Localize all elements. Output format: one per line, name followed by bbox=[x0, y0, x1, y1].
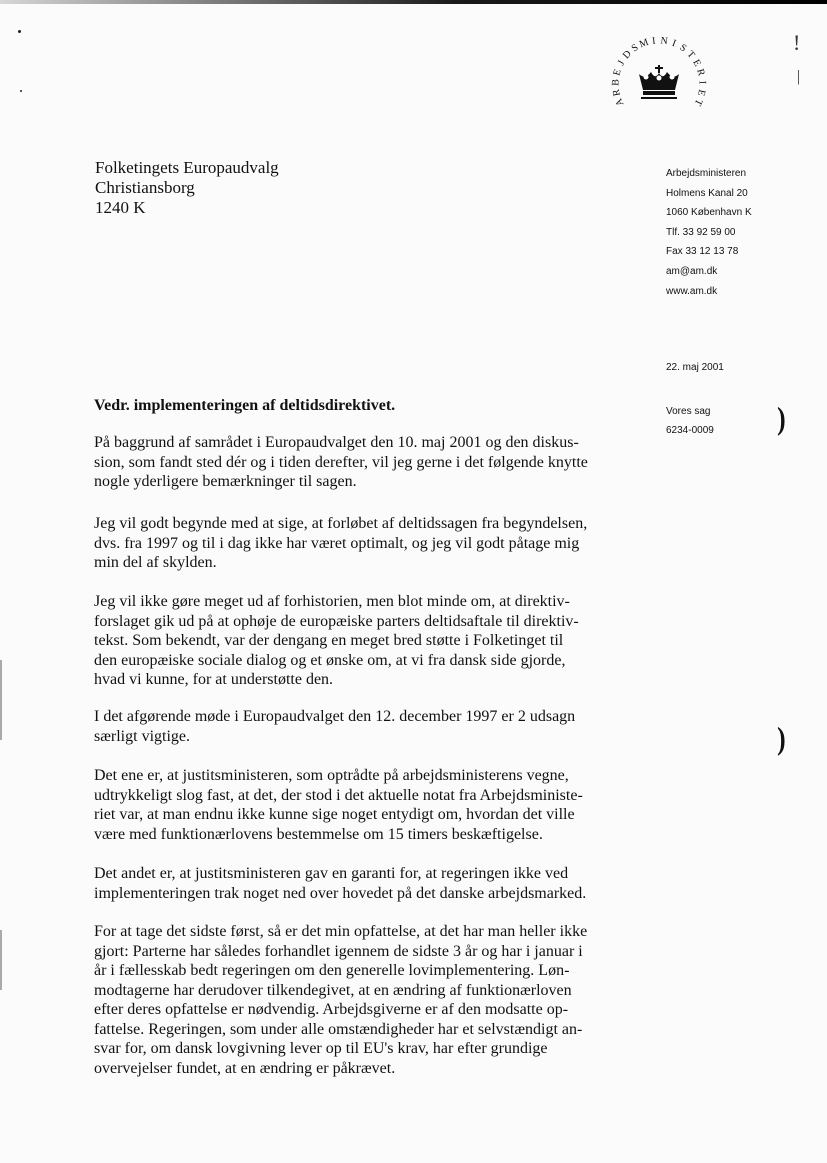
text-line: år i fællesskab bedt regeringen om den generelle lovimplementering. Løn- bbox=[94, 962, 570, 979]
seal-letter: T bbox=[691, 97, 705, 108]
sender-website: www.am.dk bbox=[666, 285, 718, 297]
text-line: svar for, om dansk lovgivning lever op til EU's krav, har efter grundige bbox=[94, 1040, 548, 1057]
text-line: efter deres opfattelse er nødvendig. Arbejdsgiverne er af den modsatte op- bbox=[94, 1001, 569, 1018]
text-line: For at tage det sidste først, så er det min opfattelse, at det har man heller ikke bbox=[94, 923, 588, 940]
seal-letter: E bbox=[690, 57, 703, 69]
text-line: nogle yderligere bemærkninger til sagen. bbox=[94, 473, 357, 490]
seal-letter: I bbox=[696, 80, 708, 85]
recipient-address bbox=[95, 158, 279, 218]
recipient-name: Folketingets Europaudvalg bbox=[95, 158, 279, 177]
scan-edge-line bbox=[0, 660, 2, 740]
text-line: være med funktionærlovens bestemmelse om 15 timers beskæftigelse. bbox=[94, 825, 543, 843]
text-line: Det ene er, at justitsministeren, som optrådte på arbejdsministerens vegne, bbox=[94, 767, 569, 784]
seal-letter: E bbox=[611, 68, 624, 77]
text-line: den europæiske sociale dialog og et ønske om, at vi fra dansk side gjorde, bbox=[94, 651, 566, 669]
case-reference bbox=[666, 402, 714, 440]
text-line: forslaget gik ud på at ophøje de europæiske parters deltidsaftale til direktiv- bbox=[94, 612, 579, 630]
recipient-postcode: 1240 K bbox=[95, 198, 146, 217]
text-line: modtagerne har derudover tilkendegivet, at en ændring af funktionærloven bbox=[94, 981, 572, 999]
body-paragraph bbox=[94, 707, 619, 746]
text-line: fattelse. Regeringen, som under alle omstændigheder har et selvstændigt an- bbox=[94, 1020, 583, 1038]
seal-letter: I bbox=[651, 35, 657, 47]
seal-letter: A bbox=[613, 96, 627, 108]
sender-city: 1060 København K bbox=[666, 207, 752, 219]
seal-letter: B bbox=[610, 78, 622, 86]
scan-speck bbox=[20, 90, 22, 92]
text-line: Jeg vil godt begynde med at sige, at forløbet af deltidssagen fra begyndelsen, bbox=[94, 515, 588, 532]
text-line: riet var, at man endnu ikke kunne sige noget entydigt om, hvordan det ville bbox=[94, 806, 575, 823]
body-paragraph bbox=[94, 766, 619, 844]
seal-letter: R bbox=[694, 67, 707, 78]
seal-letter: T bbox=[684, 48, 697, 61]
seal-letter: I bbox=[670, 37, 678, 50]
sender-street: Holmens Kanal 20 bbox=[666, 187, 748, 199]
text-line: gjort: Parterne har således forhandlet igennem de sidste 3 år og har i januar i bbox=[94, 942, 583, 960]
recipient-building: Christiansborg bbox=[95, 178, 195, 197]
body-paragraph bbox=[94, 864, 619, 903]
seal-letter: R bbox=[610, 88, 623, 97]
binder-hole-mark: ) bbox=[777, 720, 786, 756]
text-line: dvs. fra 1997 og til i dag ikke har været optimalt, og jeg vil godt påtage mig bbox=[94, 534, 580, 552]
text-line: overvejelser fundet, at en ændring er påkrævet. bbox=[94, 1059, 396, 1077]
body-paragraph bbox=[94, 922, 619, 1078]
body-paragraph bbox=[94, 514, 619, 573]
seal-letter: S bbox=[629, 42, 641, 55]
body-paragraph bbox=[94, 433, 619, 492]
sender-email: am@am.dk bbox=[666, 265, 718, 277]
case-reference-label: Vores sag bbox=[666, 406, 711, 417]
seal-letter: S bbox=[677, 42, 689, 55]
text-line: Jeg vil ikke gøre meget ud af forhistorien, men blot minde om, at direktiv- bbox=[94, 593, 570, 610]
seal-letter: M bbox=[637, 36, 651, 51]
text-line: I det afgørende møde i Europaudvalget den 12. december 1997 er 2 udsagn bbox=[94, 708, 576, 725]
body-paragraph bbox=[94, 592, 619, 690]
text-line: særligt vigtige. bbox=[94, 727, 190, 745]
seal-letter: D bbox=[620, 48, 634, 62]
scan-edge-mark: ! bbox=[793, 30, 801, 55]
sender-phone: Tlf. 33 92 59 00 bbox=[666, 226, 736, 238]
seal-letter: E bbox=[695, 88, 708, 97]
text-line: implementeringen trak noget ned over hovedet på det danske arbejdsmarked. bbox=[94, 884, 587, 902]
top-edge-rule bbox=[0, 0, 827, 4]
ministry-seal bbox=[605, 28, 725, 138]
text-line: tekst. Som bekendt, var der dengang en meget bred støtte i Folketinget til bbox=[94, 632, 564, 649]
crown-icon bbox=[639, 65, 679, 99]
sender-name: Arbejdsministeren bbox=[666, 168, 747, 179]
text-line: hvad vi kunne, for at understøtte den. bbox=[94, 671, 334, 688]
letter-subject: Vedr. implementeringen af deltidsdirektivet. bbox=[94, 397, 396, 414]
sender-address bbox=[666, 164, 752, 301]
scan-speck bbox=[18, 30, 21, 33]
text-line: sion, som fandt sted dér og i tiden derefter, vil jeg gerne i det følgende knytte bbox=[94, 453, 588, 471]
binder-hole-mark: ) bbox=[777, 400, 786, 436]
case-reference-number: 6234-0009 bbox=[666, 425, 714, 436]
scan-edge-mark: | bbox=[797, 68, 801, 85]
sender-fax: Fax 33 12 13 78 bbox=[666, 246, 739, 258]
text-line: På baggrund af samrådet i Europaudvalget den 10. maj 2001 og den diskus- bbox=[94, 434, 579, 451]
text-line: udtrykkeligt slog fast, at det, der stod i det aktuelle notat fra Arbejdsministe- bbox=[94, 786, 583, 804]
scan-edge-line bbox=[0, 930, 2, 990]
seal-letter: N bbox=[659, 35, 669, 48]
text-line: min del af skylden. bbox=[94, 554, 217, 571]
text-line: Det andet er, at justitsministeren gav en garanti for, at regeringen ikke ved bbox=[94, 865, 569, 882]
letter-date: 22. maj 2001 bbox=[666, 362, 724, 373]
seal-letter: J bbox=[615, 58, 628, 68]
